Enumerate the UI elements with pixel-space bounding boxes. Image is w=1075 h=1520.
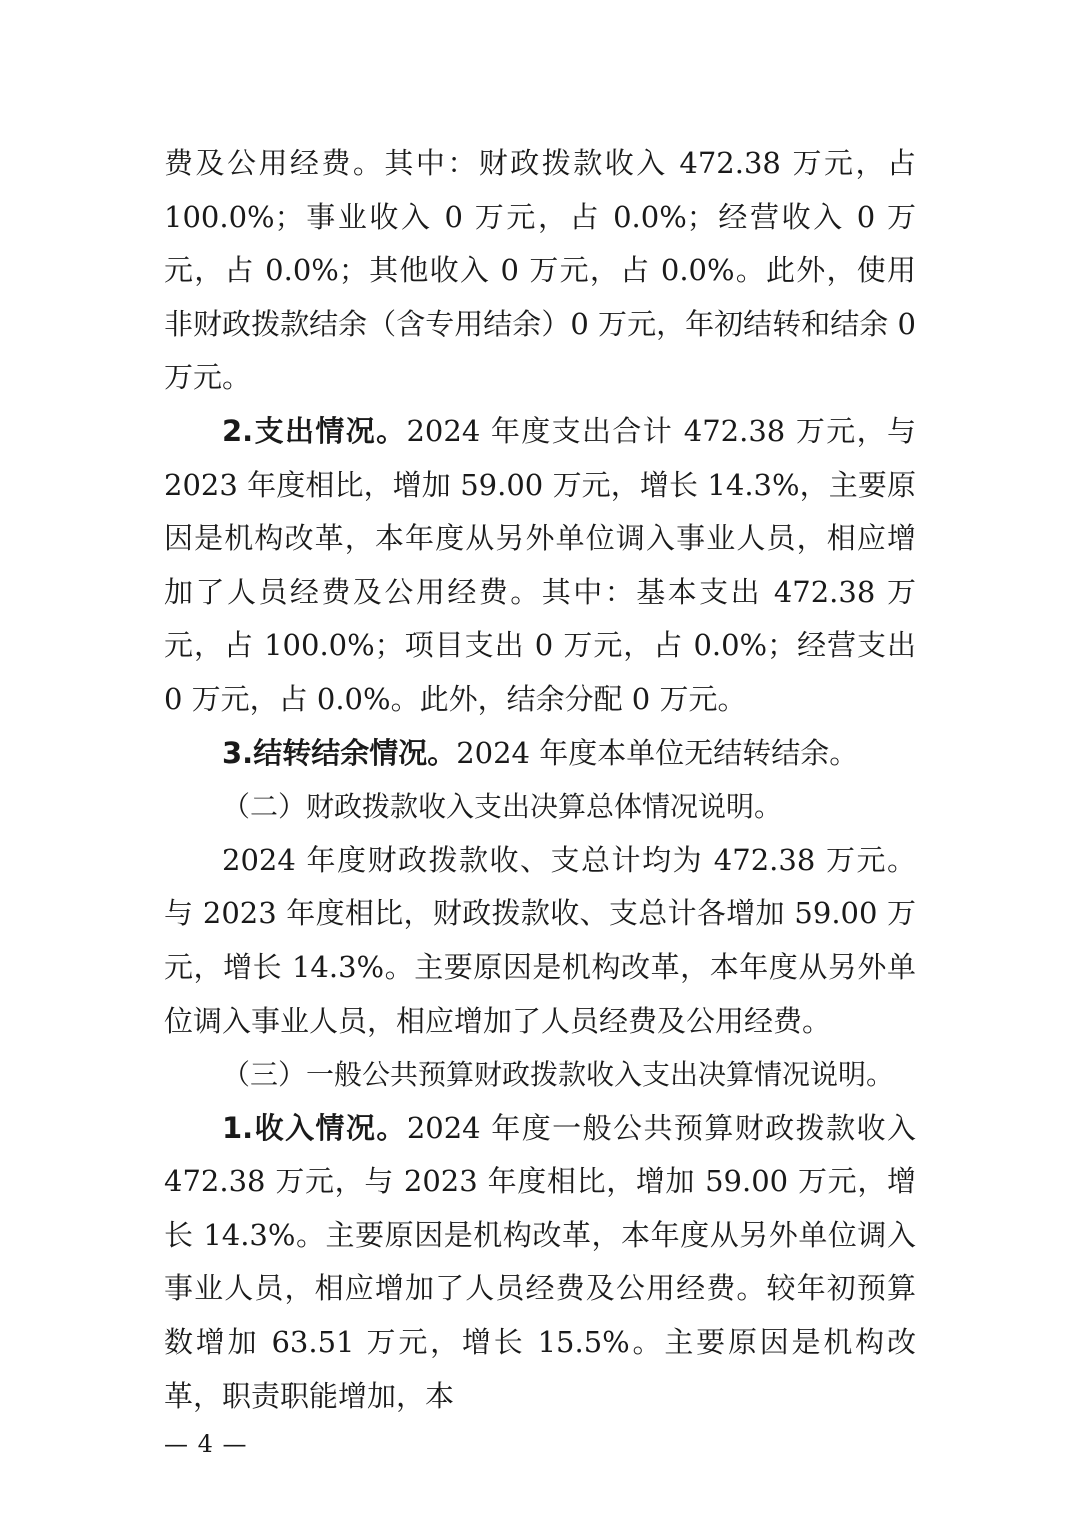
paragraph-text: 2024 年度支出合计 472.38 万元，与 2023 年度相比，增加 59.00 万元，增长 14.3%，主要原因是机构改革，本年度从另外单位调入事业人员，相应增加了人员经费及公用经费。其中：基本支出 472.38 万元，占 100.0%；项目支出 0 万元，占 0.0%；经营支出 0 万元，占 0.0%。此外，结余分配 0 万元。	[164, 413, 916, 716]
paragraph-general-budget-income	[164, 1102, 916, 1424]
section-heading-fiscal-total: （二）财政拨款收入支出决算总体情况说明。	[222, 790, 783, 824]
paragraph-lead: 1.收入情况。	[222, 1110, 407, 1145]
document-body	[164, 137, 916, 1423]
paragraph-text: 2024 年度财政拨款收、支总计均为 472.38 万元。与 2023 年度相比，财政拨款收、支总计各增加 59.00 万元，增长 14.3%。主要原因是机构改革，本年度从另外单位调入事业人员，相应增加了人员经费及公用经费。	[164, 842, 916, 1038]
page-number: — 4 —	[164, 1430, 248, 1458]
paragraph-lead: 3.结转结余情况。	[222, 735, 457, 770]
paragraph-text: 2024 年度一般公共预算财政拨款收入 472.38 万元，与 2023 年度相比，增加 59.00 万元，增长 14.3%。主要原因是机构改革，本年度从另外单位调入事业人员，相应增加了人员经费及公用经费。较年初预算数增加 63.51 万元，增长 15.5%。主要原因是机构改革，职责职能增加，本	[164, 1110, 916, 1413]
paragraph-income-continued	[164, 137, 916, 405]
paragraph-text: 2024 年度本单位无结转结余。	[456, 735, 859, 770]
paragraph-carryover	[164, 727, 916, 781]
paragraph-text: 费及公用经费。其中：财政拨款收入 472.38 万元，占 100.0%；事业收入 0 万元，占 0.0%；经营收入 0 万元，占 0.0%；其他收入 0 万元，占 0.0%。此外，使用非财政拨款结余（含专用结余）0 万元，年初结转和结余 0 万元。	[164, 146, 916, 395]
paragraph-lead: 2.支出情况。	[222, 413, 407, 448]
paragraph-fiscal-total	[164, 834, 916, 1048]
section-heading-general-budget: （三）一般公共预算财政拨款收入支出决算情况说明。	[222, 1058, 895, 1092]
paragraph-expenditure	[164, 405, 916, 727]
